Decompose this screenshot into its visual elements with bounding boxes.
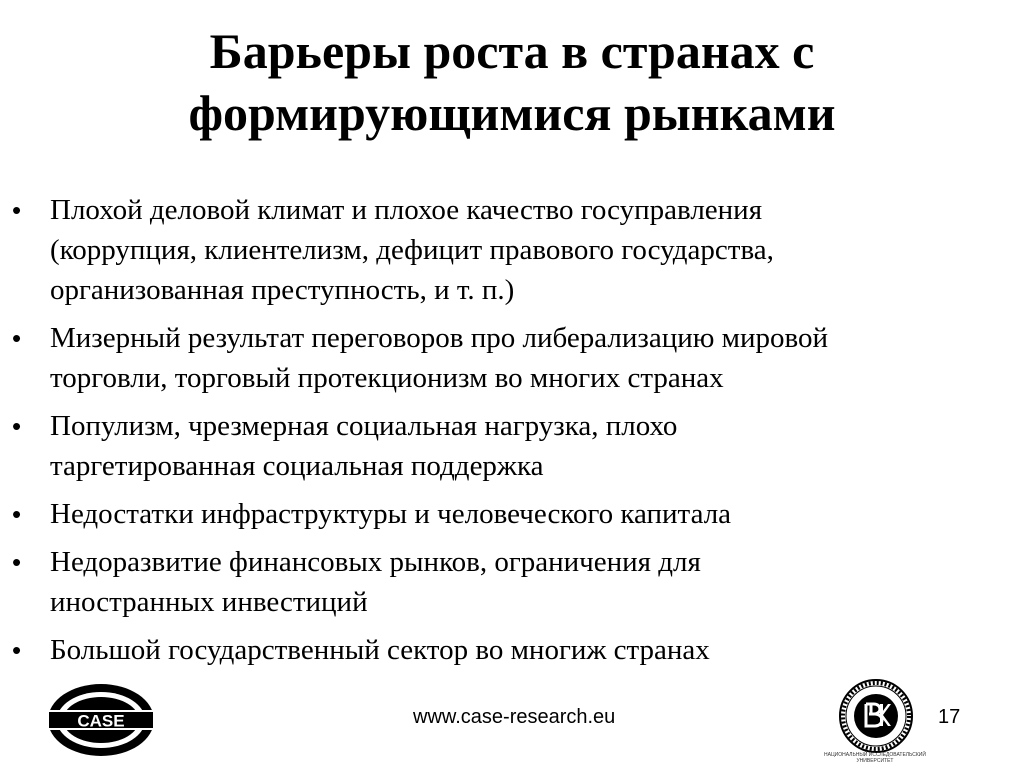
bullet-3-line-2: таргетированная социальная поддержка (50, 450, 544, 482)
bullet-item-2 (0, 318, 1024, 398)
bullet-item-1 (0, 190, 1024, 310)
bullet-1-line-3: организованная преступность, и т. п.) (50, 274, 515, 306)
hse-caption-line-1: НАЦИОНАЛЬНЫЙ ИССЛЕДОВАТЕЛЬСКИЙ (824, 752, 926, 758)
bullet-6-line-1: Большой государственный сектор во многиж странах (50, 634, 710, 666)
case-logo-text: CASE (77, 711, 125, 731)
bullet-list (0, 190, 1024, 678)
bullet-2-line-2: торговли, торговый протекционизм во многих странах (50, 362, 724, 394)
bullet-dot: • (12, 499, 22, 529)
bullet-3-line-1: Популизм, чрезмерная социальная нагрузка, плохо (50, 410, 678, 442)
hse-caption-line-2: УНИВЕРСИТЕТ (856, 758, 894, 764)
bullet-dot: • (12, 195, 22, 225)
bullet-5-line-2: иностранных инвестиций (50, 586, 368, 618)
bullet-dot: • (12, 411, 22, 441)
slide-title-line-2: формирующимися рынками (188, 85, 836, 141)
bullet-item-5 (0, 542, 1024, 622)
hse-emblem-icon (838, 678, 914, 759)
bullet-2-line-1: Мизерный результат переговоров про либерализацию мировой (50, 322, 829, 354)
bullet-4-line-1: Недостатки инфраструктуры и человеческого капитала (50, 498, 732, 530)
page-number: 17 (938, 706, 961, 728)
bullet-5-line-1: Недоразвитие финансовых рынков, ограничения для (50, 546, 701, 578)
bullet-item-6 (0, 630, 1024, 670)
bullet-dot: • (12, 547, 22, 577)
slide-title (0, 20, 1024, 144)
bullet-dot: • (12, 635, 22, 665)
bullet-1-line-1: Плохой деловой климат и плохое качество госуправления (50, 194, 763, 226)
bullet-item-3 (0, 406, 1024, 486)
case-logo-icon (46, 682, 156, 763)
bullet-1-line-2: (коррупция, клиентелизм, дефицит правового государства, (50, 234, 774, 266)
bullet-item-4 (0, 494, 1024, 534)
footer-url[interactable]: www.case-research.eu (413, 706, 616, 728)
bullet-dot: • (12, 323, 22, 353)
slide-title-line-1: Барьеры роста в странах с (209, 23, 815, 79)
hse-caption (820, 752, 930, 764)
